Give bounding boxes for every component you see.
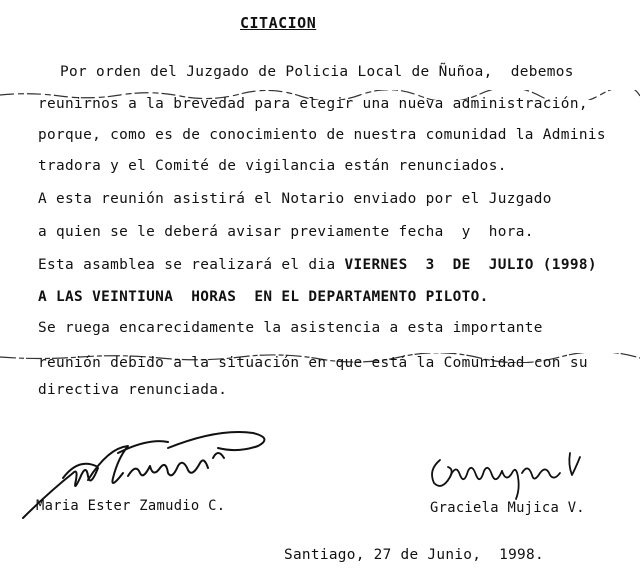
right-signature-icon (420, 445, 600, 505)
body-line-2: reunirnos a la brevedad para elegir una nueva administración, (38, 96, 588, 112)
body-line-4: tradora y el Comité de vigilancia están renunciados. (38, 158, 507, 174)
assembly-text: Esta asamblea se realizará el dia (38, 257, 345, 273)
body-line-5: A esta reunión asistirá el Notario enviado por el Juzgado (38, 191, 552, 207)
closing-line-1: Se ruega encarecidamente la asistencia a esta importante (38, 320, 543, 336)
body-line-6: a quien se le deberá avisar previamente fecha y hora. (38, 224, 534, 240)
document-title: CITACION (240, 14, 317, 32)
right-signer-name: Graciela Mujica V. (430, 500, 585, 516)
left-signer-name: Maria Ester Zamudio C. (36, 498, 226, 514)
body-line-1: Por orden del Juzgado de Policia Local de Ñuñoa, debemos (60, 64, 574, 80)
place-and-date: Santiago, 27 de Junio, 1998. (284, 547, 544, 563)
meeting-date: VIERNES 3 DE JULIO (1998) (344, 257, 597, 273)
closing-line-2: reunión debido a la situación en que está la Comunidad con su (38, 355, 588, 371)
closing-line-3: directiva renunciada. (38, 382, 228, 398)
meeting-time-line: A LAS VEINTIUNA HORAS EN EL DEPARTAMENTO PILOTO. (38, 289, 489, 305)
body-line-3: porque, como es de conocimiento de nuestra comunidad la Adminis (38, 127, 606, 143)
body-line-7 (38, 257, 597, 273)
